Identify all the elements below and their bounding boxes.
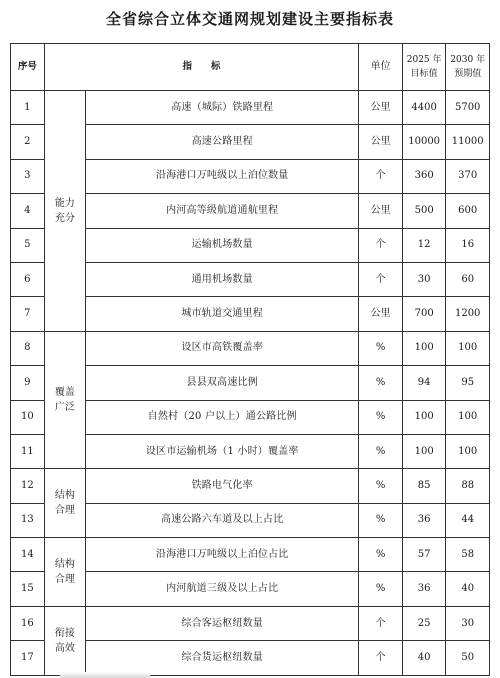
row-number: 11 bbox=[11, 434, 45, 468]
target-2030: 44 bbox=[446, 503, 490, 537]
group-label-line2: 充分 bbox=[54, 212, 75, 224]
row-number: 13 bbox=[11, 503, 45, 537]
target-2030: 58 bbox=[446, 538, 490, 572]
target-2030: 370 bbox=[446, 159, 490, 193]
unit: % bbox=[359, 503, 403, 537]
page-title: 全省综合立体交通网规划建设主要指标表 bbox=[105, 10, 394, 28]
target-2025: 94 bbox=[402, 366, 446, 400]
indicator-name: 设区市运输机场（1 小时）覆盖率 bbox=[86, 434, 359, 468]
unit: 公里 bbox=[359, 125, 403, 159]
target-2025: 57 bbox=[402, 538, 446, 572]
unit: % bbox=[359, 400, 403, 434]
indicator-name: 沿海港口万吨级以上泊位数量 bbox=[86, 159, 359, 193]
unit: % bbox=[359, 434, 403, 468]
target-2025: 40 bbox=[402, 641, 446, 675]
header-2025 bbox=[402, 44, 446, 91]
row-number: 15 bbox=[11, 572, 45, 606]
header-2030-label: 预期值 bbox=[454, 69, 482, 79]
row-number: 10 bbox=[11, 400, 45, 434]
row-number: 14 bbox=[11, 538, 45, 572]
group-label-line2: 高效 bbox=[54, 642, 75, 654]
table-row bbox=[11, 331, 490, 365]
target-2030: 16 bbox=[446, 228, 490, 262]
group-label-line1: 结构 bbox=[54, 490, 75, 502]
target-2025: 85 bbox=[402, 469, 446, 503]
header-2025-year: 2025 年 bbox=[406, 55, 442, 65]
table-header-row bbox=[11, 44, 490, 91]
target-2025: 4400 bbox=[402, 91, 446, 125]
indicator-name: 铁路电气化率 bbox=[86, 469, 359, 503]
indicator-name: 内河高等级航道通航里程 bbox=[86, 194, 359, 228]
group-label bbox=[44, 538, 85, 607]
target-2025: 10000 bbox=[402, 125, 446, 159]
target-2025: 36 bbox=[402, 503, 446, 537]
row-number: 6 bbox=[11, 262, 45, 296]
target-2025: 12 bbox=[402, 228, 446, 262]
unit: 个 bbox=[359, 606, 403, 640]
row-number: 9 bbox=[11, 366, 45, 400]
unit: 个 bbox=[359, 262, 403, 296]
target-2025: 100 bbox=[402, 331, 446, 365]
cropped-text-fragment bbox=[60, 672, 150, 678]
header-no: 序号 bbox=[11, 44, 45, 91]
indicator-name: 综合货运枢纽数量 bbox=[86, 641, 359, 675]
header-unit: 单位 bbox=[359, 44, 403, 91]
header-2030-year: 2030 年 bbox=[450, 55, 486, 65]
target-2030: 11000 bbox=[446, 125, 490, 159]
unit: % bbox=[359, 572, 403, 606]
target-2030: 5700 bbox=[446, 91, 490, 125]
group-label bbox=[44, 91, 85, 332]
indicator-name: 城市轨道交通里程 bbox=[86, 297, 359, 331]
indicator-name: 沿海港口万吨级以上泊位占比 bbox=[86, 538, 359, 572]
row-number: 12 bbox=[11, 469, 45, 503]
unit: 公里 bbox=[359, 194, 403, 228]
group-label-line2: 合理 bbox=[54, 505, 75, 517]
unit: 公里 bbox=[359, 91, 403, 125]
row-number: 4 bbox=[11, 194, 45, 228]
group-label-line1: 衔接 bbox=[54, 627, 75, 639]
row-number: 17 bbox=[11, 641, 45, 675]
row-number: 2 bbox=[11, 125, 45, 159]
row-number: 5 bbox=[11, 228, 45, 262]
table-row bbox=[11, 469, 490, 503]
unit: 个 bbox=[359, 159, 403, 193]
header-2030 bbox=[446, 44, 490, 91]
group-label-line1: 结构 bbox=[54, 558, 75, 570]
unit: 个 bbox=[359, 228, 403, 262]
indicator-table bbox=[10, 43, 490, 676]
row-number: 16 bbox=[11, 606, 45, 640]
table-row bbox=[11, 538, 490, 572]
target-2030: 1200 bbox=[446, 297, 490, 331]
unit: % bbox=[359, 469, 403, 503]
indicator-name: 设区市高铁覆盖率 bbox=[86, 331, 359, 365]
target-2025: 500 bbox=[402, 194, 446, 228]
indicator-name: 县县双高速比例 bbox=[86, 366, 359, 400]
target-2030: 600 bbox=[446, 194, 490, 228]
row-number: 8 bbox=[11, 331, 45, 365]
group-label bbox=[44, 606, 85, 675]
indicator-name: 运输机场数量 bbox=[86, 228, 359, 262]
table-row bbox=[11, 606, 490, 640]
indicator-name: 通用机场数量 bbox=[86, 262, 359, 296]
group-label-line2: 合理 bbox=[54, 573, 75, 585]
unit: % bbox=[359, 538, 403, 572]
row-number: 3 bbox=[11, 159, 45, 193]
unit: 个 bbox=[359, 641, 403, 675]
header-2025-label: 目标值 bbox=[410, 69, 438, 79]
target-2030: 60 bbox=[446, 262, 490, 296]
target-2030: 88 bbox=[446, 469, 490, 503]
target-2030: 100 bbox=[446, 331, 490, 365]
header-indicator: 指 标 bbox=[44, 44, 359, 91]
group-label-line1: 覆盖 bbox=[54, 387, 75, 399]
indicator-name: 高速公路六车道及以上占比 bbox=[86, 503, 359, 537]
target-2025: 360 bbox=[402, 159, 446, 193]
target-2025: 100 bbox=[402, 400, 446, 434]
target-2030: 100 bbox=[446, 400, 490, 434]
target-2030: 95 bbox=[446, 366, 490, 400]
indicator-name: 高速（城际）铁路里程 bbox=[86, 91, 359, 125]
indicator-name: 高速公路里程 bbox=[86, 125, 359, 159]
row-number: 7 bbox=[11, 297, 45, 331]
group-label-line2: 广泛 bbox=[54, 402, 75, 414]
target-2025: 100 bbox=[402, 434, 446, 468]
target-2030: 40 bbox=[446, 572, 490, 606]
group-label bbox=[44, 469, 85, 538]
target-2025: 700 bbox=[402, 297, 446, 331]
unit: 公里 bbox=[359, 297, 403, 331]
indicator-name: 内河航道三级及以上占比 bbox=[86, 572, 359, 606]
target-2030: 50 bbox=[446, 641, 490, 675]
target-2030: 30 bbox=[446, 606, 490, 640]
indicator-name: 综合客运枢纽数量 bbox=[86, 606, 359, 640]
group-label bbox=[44, 331, 85, 469]
table-row bbox=[11, 91, 490, 125]
target-2025: 30 bbox=[402, 262, 446, 296]
indicator-name: 自然村（20 户以上）通公路比例 bbox=[86, 400, 359, 434]
row-number: 1 bbox=[11, 91, 45, 125]
target-2030: 100 bbox=[446, 434, 490, 468]
unit: % bbox=[359, 366, 403, 400]
group-label-line1: 能力 bbox=[54, 197, 75, 209]
target-2025: 25 bbox=[402, 606, 446, 640]
unit: % bbox=[359, 331, 403, 365]
target-2025: 36 bbox=[402, 572, 446, 606]
